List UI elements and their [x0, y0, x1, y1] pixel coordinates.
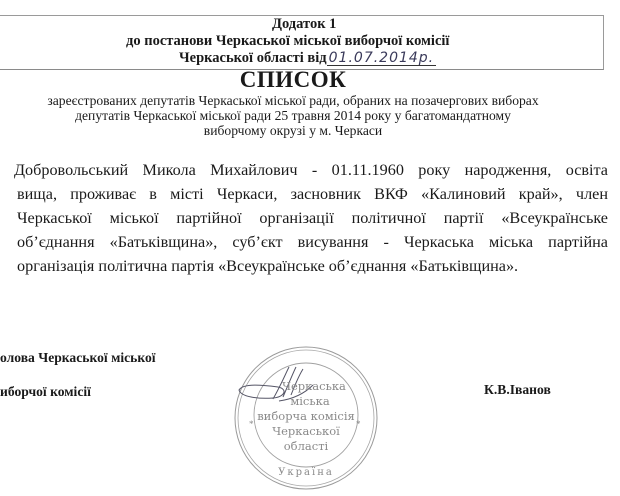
- region-date-prefix: Черкаської області від: [179, 50, 327, 66]
- stamp-country: Україна: [278, 467, 334, 478]
- stamp-text-line: виборча комісія: [257, 409, 355, 423]
- entry-line: організація політична партія «Всеукраїнське об’єднання «Батьківщина».: [17, 257, 519, 275]
- stamp-text-line: міська: [290, 394, 330, 408]
- signatory-role-line-2: иборчої комісії: [0, 384, 91, 399]
- entry-line: Черкаської міської партійної організації політичної партії «Всеукраїнське: [17, 209, 608, 227]
- signatory-role-line-1: олова Черкаської міської: [0, 350, 156, 365]
- subtitle-line: виборчому окрузі у м. Черкаси: [203, 123, 383, 138]
- subtitle-line: зареєстрованих депутатів Черкаської міської ради, обраних на позачергових виборах: [47, 93, 539, 108]
- handwritten-date: 01.07.2014р.: [328, 50, 435, 66]
- appendix-title: Додаток 1: [272, 16, 337, 32]
- document-title: СПИСОК: [239, 67, 347, 92]
- entry-line: Добровольський Микола Михайлович - 01.11.1960 року народження, освіта: [14, 161, 608, 179]
- signatory-name: К.В.Іванов: [484, 382, 551, 397]
- stamp-text-line: області: [283, 439, 329, 453]
- resolution-reference: до постанови Черкаської міської виборчої комісії: [126, 33, 450, 49]
- stamp-star-icon: *: [356, 419, 361, 429]
- entry-line: вища, проживає в місті Черкаси, засновник ВКФ «Калиновий край», член: [17, 185, 608, 203]
- deputy-entry: [14, 158, 608, 278]
- stamp-text-line: Черкаська: [282, 379, 346, 393]
- subtitle-line: депутатів Черкаської міської ради 25 травня 2014 року у багатомандатному: [75, 108, 511, 123]
- stamp-star-icon: *: [249, 419, 254, 429]
- stamp-text-line: Черкаської: [272, 424, 340, 438]
- document-subtitle: [0, 93, 586, 138]
- resolution-date-line: [179, 50, 436, 67]
- entry-line: об’єднання «Батьківщина», суб’єкт висування - Черкаська міська партійна: [17, 233, 608, 251]
- official-stamp: [233, 345, 379, 491]
